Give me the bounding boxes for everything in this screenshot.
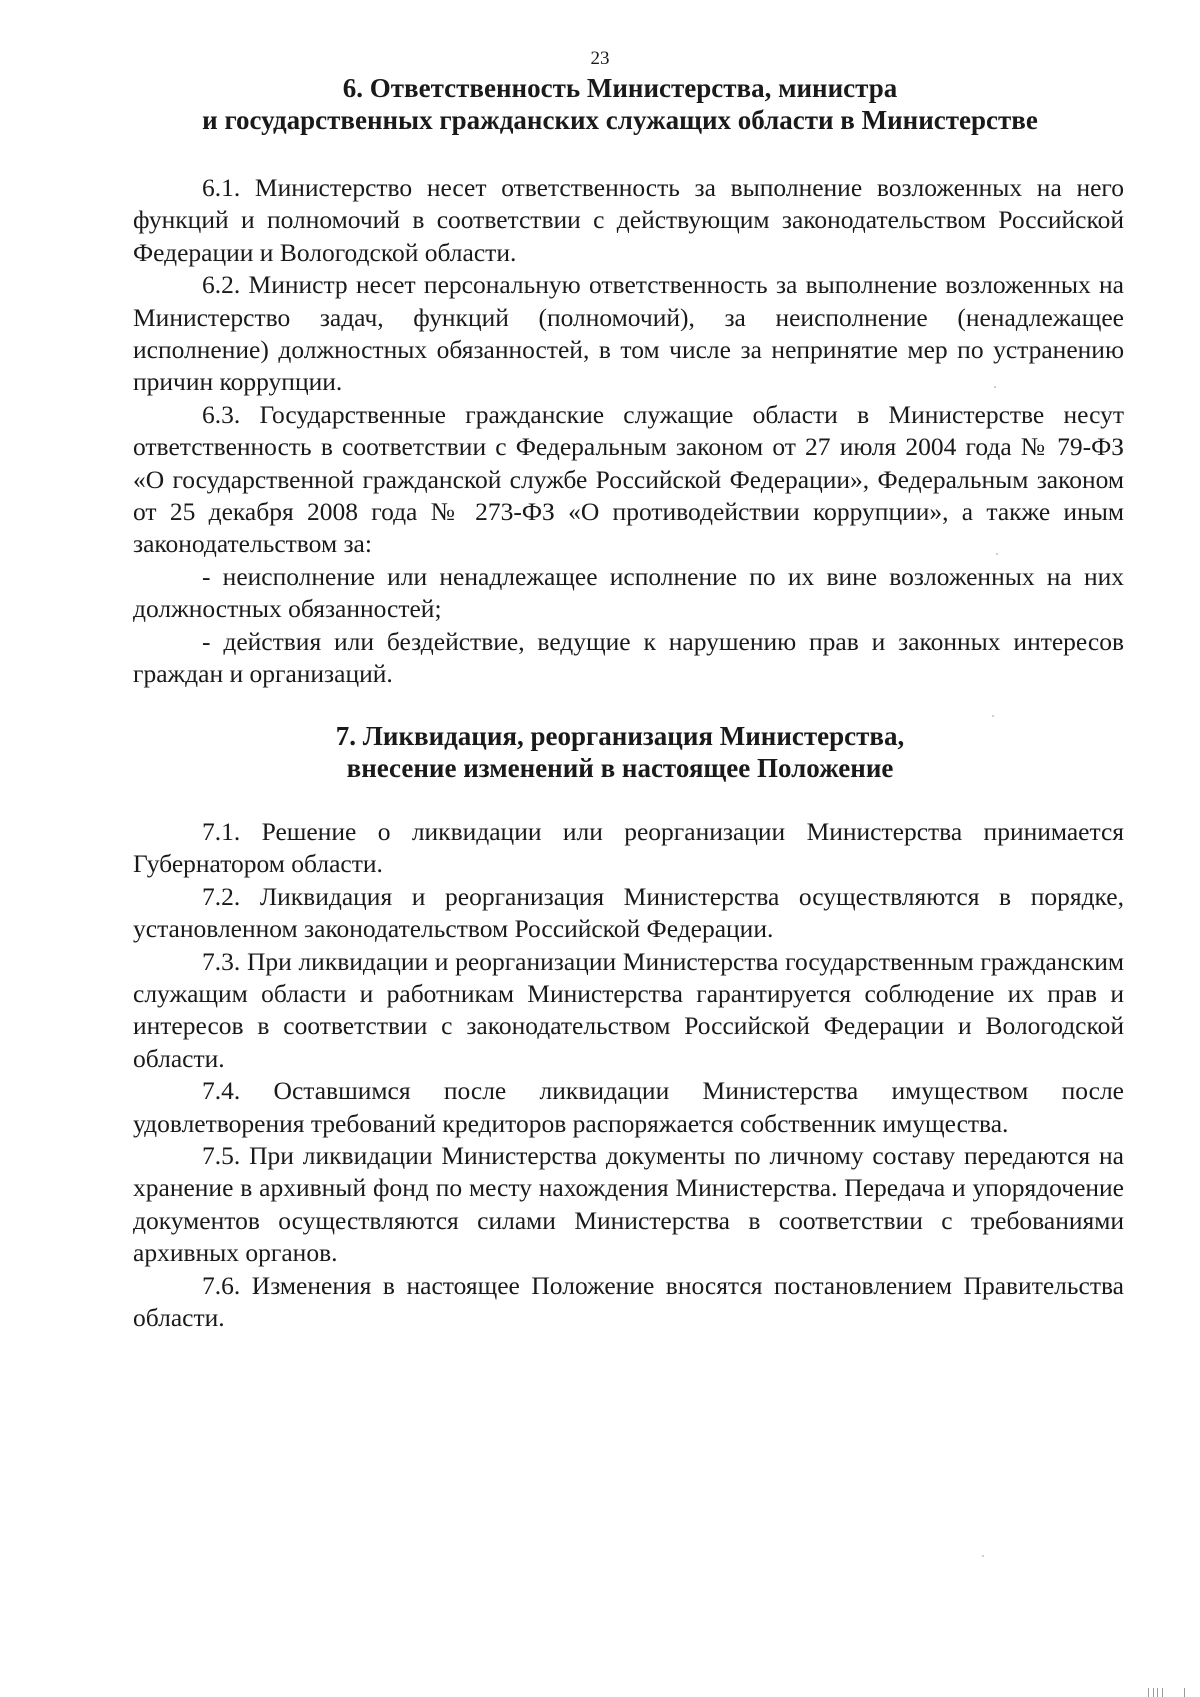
paragraph-6-2: 6.2. Министр несет персональную ответственность за выполнение возложенных на Министерство задач, функций (полномочий), за неисполнение (ненадлежащее исполнение) должностных обязанностей, в том числе за непринятие мер по устранению причин коррупции. [133,270,1124,397]
paragraph-7-2: 7.2. Ликвидация и реорганизация Министерства осуществляются в порядке, установленном законодательством Российской Федерации. [133,881,1124,944]
scan-speck [996,553,998,555]
paragraph-7-3: 7.3. При ликвидации и реорганизации Министерства государственным гражданским служащим области и работникам Министерства гарантируется соблюдение их прав и интересов в соответствии с законодательством Российской Федерации и Вологодской области. [133,946,1124,1073]
section-6-heading-line-2: и государственных гражданских служащих области в Министерстве [202,105,1038,135]
section-7-body [133,816,1124,1335]
section-6-heading-line-1: 6. Ответственность Министерства, министра [342,73,898,103]
paragraph-7-1: 7.1. Решение о ликвидации или реорганизации Министерства принимается Губернатором области. [133,817,1124,879]
list-item-6-3-b: - действия или бездействие, ведущие к нарушению прав и законных интересов граждан и организаций. [133,626,1124,689]
paragraph-7-4: 7.4. Оставшимся после ликвидации Министерства имуществом после удовлетворения требований кредиторов распоряжается собственник имущества. [133,1076,1124,1138]
scan-speck [992,715,994,717]
paragraph-6-3: 6.3. Государственные гражданские служащие области в Министерстве несут ответственность в соответствии с Федеральным законом от 27 июля 2004 года № 79-ФЗ «О государственной гражданской службе Российской Федерации», Федеральным законом от 25 декабря 2008 года № 273-ФЗ «О противодействии коррупции», а также иным законодательством за: [133,399,1124,559]
section-6-heading [130,72,1110,136]
page-number: 23 [590,48,610,69]
section-7-heading-line-1: 7. Ликвидация, реорганизация Министерства, [335,721,905,751]
scan-speck [982,1555,984,1557]
paragraph-7-6: 7.6. Изменения в настоящее Положение вносятся постановлением Правительства области. [133,1270,1124,1333]
list-item-6-3-a: - неисполнение или ненадлежащее исполнение по их вине возложенных на них должностных обязанностей; [133,561,1124,624]
scan-edge-marks [1148,1684,1188,1697]
paragraph-6-1: 6.1. Министерство несет ответственность за выполнение возложенных на него функций и полномочий в соответствии с действующим законодательством Российской Федерации и Вологодской области. [133,173,1124,267]
section-7-heading [130,720,1110,784]
section-6-body [133,172,1124,691]
paragraph-7-5: 7.5. При ликвидации Министерства документы по личному составу передаются на хранение в архивный фонд по месту нахождения Министерства. Передача и упорядочение документов осуществляются силами Министерства в соответствии с требованиями архивных органов. [133,1141,1124,1268]
section-7-heading-line-2: внесение изменений в настоящее Положение [346,753,894,783]
scan-speck [994,386,996,388]
